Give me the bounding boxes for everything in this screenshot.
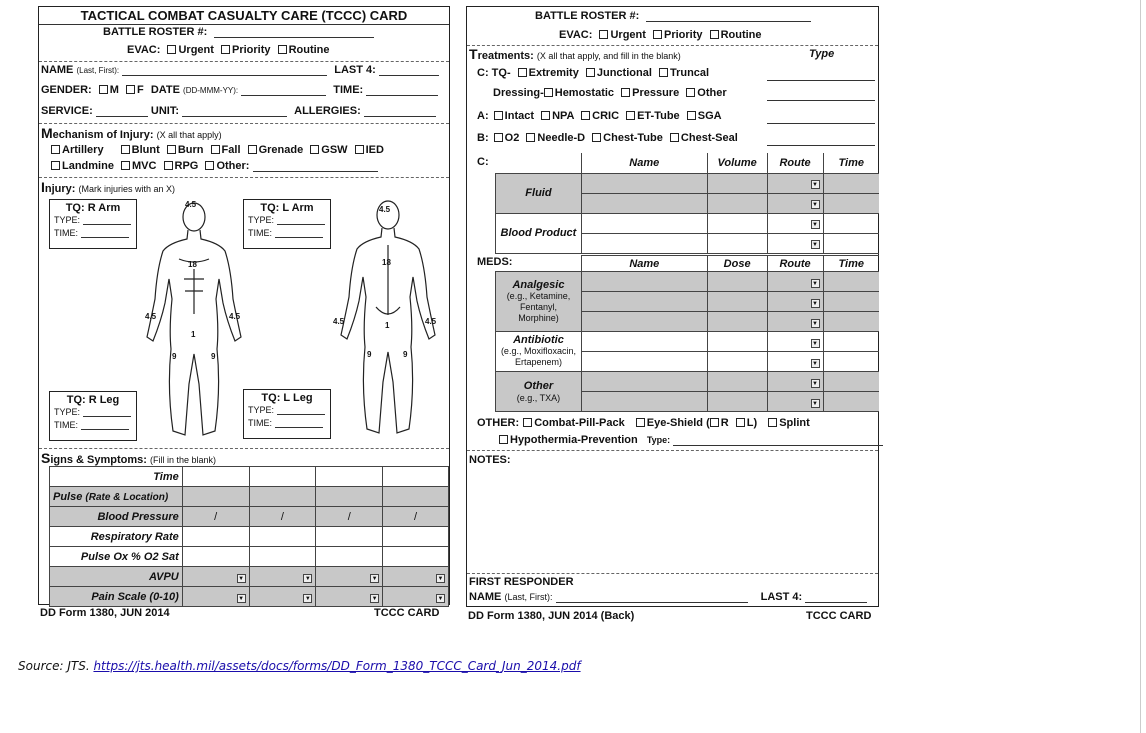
moi-grenade-checkbox[interactable] (248, 145, 257, 154)
fluid-route-select[interactable] (767, 173, 823, 193)
dressing-hemostatic-checkbox[interactable] (544, 88, 553, 97)
breathing-row: B: O2 Needle-D Chest-Tube Chest-Seal (477, 132, 738, 144)
breathing-needle-d-checkbox[interactable] (526, 133, 535, 142)
service-field[interactable] (96, 106, 148, 117)
med-time-cell[interactable] (823, 392, 879, 412)
tq-r-leg-time[interactable] (81, 419, 129, 430)
pulseox-cell[interactable] (249, 547, 316, 567)
tq-l-arm-box: TQ: L Arm TYPE: TIME: (243, 199, 331, 249)
time-cell[interactable] (249, 467, 316, 487)
tq-l-leg-time[interactable] (275, 417, 323, 428)
moi-fall-checkbox[interactable] (211, 145, 220, 154)
page-edge-divider (1140, 0, 1141, 733)
tq-truncal-checkbox[interactable] (659, 68, 668, 77)
chevron-down-icon[interactable]: ▼ (371, 595, 378, 602)
blood-volume-cell[interactable] (707, 233, 767, 253)
avpu-select[interactable] (316, 567, 383, 587)
back-larm-pct: 4.5 (425, 317, 437, 326)
fluid-volume-cell[interactable] (707, 193, 767, 213)
front-lleg-pct: 9 (211, 352, 216, 361)
dressing-type-field[interactable] (767, 90, 875, 101)
med-time-cell[interactable] (823, 312, 879, 332)
airway-row: A: Intact NPA CRIC ET-Tube SGA (477, 110, 722, 122)
chevron-down-icon[interactable]: ▼ (812, 360, 818, 367)
moi-row1: Artillery Blunt Burn Fall Grenade GSW IED (47, 144, 384, 156)
chevron-down-icon[interactable]: ▼ (304, 575, 311, 582)
evac-priority-checkbox[interactable] (221, 45, 230, 54)
body-back-diagram[interactable] (331, 195, 445, 445)
chevron-down-icon[interactable]: ▼ (437, 595, 444, 602)
table-row: Blood Product ▼ (496, 213, 880, 233)
airway-npa-checkbox[interactable] (541, 111, 550, 120)
tq-l-arm-time[interactable] (275, 227, 323, 238)
other-med-label: Other (e.g., TXA) (496, 372, 582, 412)
med-time-cell[interactable] (823, 292, 879, 312)
pulse-cell[interactable] (316, 487, 383, 507)
body-front-diagram[interactable] (139, 199, 249, 449)
front-larm-pct: 4.5 (229, 312, 241, 321)
tq-r-leg-box: TQ: R Leg TYPE: TIME: (49, 391, 137, 441)
splint-checkbox[interactable] (768, 418, 777, 427)
eye-shield-checkbox[interactable] (636, 418, 645, 427)
back-lleg-pct: 9 (403, 350, 408, 359)
date-field[interactable] (241, 85, 326, 96)
med-name-cell[interactable] (581, 312, 707, 332)
eye-shield-r-checkbox[interactable] (710, 418, 719, 427)
med-route-select[interactable] (767, 332, 823, 352)
pain-select[interactable] (249, 587, 316, 607)
front-rarm-pct: 4.5 (145, 312, 157, 321)
breathing-type-field[interactable] (767, 135, 875, 146)
pulse-cell[interactable] (383, 487, 449, 507)
battle-roster-row: BATTLE ROSTER #: (103, 26, 374, 38)
tq-type-field[interactable] (767, 70, 875, 81)
chevron-down-icon[interactable]: ▼ (812, 320, 818, 327)
back-evac-priority-checkbox[interactable] (653, 30, 662, 39)
pulse-cell[interactable] (182, 487, 249, 507)
dressing-other-checkbox[interactable] (686, 88, 695, 97)
back-battle-roster-row: BATTLE ROSTER #: (535, 10, 811, 22)
moi-heading: Mechanism of Injury: (X all that apply) (41, 125, 222, 141)
moi-artillery-checkbox[interactable] (51, 145, 60, 154)
last4-field[interactable] (379, 65, 439, 76)
moi-rpg-checkbox[interactable] (164, 161, 173, 170)
tq-extremity-checkbox[interactable] (518, 68, 527, 77)
dressing-row: Dressing- Hemostatic Pressure Other (493, 87, 727, 99)
med-name-cell[interactable] (581, 372, 707, 392)
moi-other-field[interactable] (253, 161, 378, 172)
meds-label: MEDS: (477, 256, 513, 268)
pain-select[interactable] (182, 587, 249, 607)
evac-row: EVAC: Urgent Priority Routine (127, 44, 330, 56)
breathing-o2-checkbox[interactable] (494, 133, 503, 142)
hypothermia-row: Hypothermia-Prevention Type: (495, 434, 883, 446)
avpu-select[interactable] (383, 567, 449, 587)
front-footer-form: DD Form 1380, JUN 2014 (40, 607, 170, 619)
bp-cell[interactable]: / (249, 507, 316, 527)
avpu-select[interactable] (182, 567, 249, 587)
time-cell[interactable] (316, 467, 383, 487)
avpu-select[interactable] (249, 567, 316, 587)
resp-cell[interactable] (316, 527, 383, 547)
battle-roster-field[interactable] (214, 27, 374, 38)
med-route-select[interactable] (767, 372, 823, 392)
chevron-down-icon[interactable]: ▼ (812, 202, 818, 208)
name-field[interactable] (122, 65, 327, 76)
blood-route-select[interactable] (767, 213, 823, 233)
time-field[interactable] (366, 85, 438, 96)
meds-table (495, 255, 879, 412)
moi-blunt-checkbox[interactable] (121, 145, 130, 154)
pulse-label: Pulse (Rate & Location) (50, 487, 183, 507)
back-evac-row: EVAC: Urgent Priority Routine (559, 29, 762, 41)
airway-intact-checkbox[interactable] (494, 111, 503, 120)
airway-type-field[interactable] (767, 113, 875, 124)
eye-shield-l-checkbox[interactable] (736, 418, 745, 427)
tq-l-arm-type[interactable] (277, 214, 325, 225)
signs-heading: Signs & Symptoms: (Fill in the blank) (41, 450, 217, 466)
antibiotic-label: Antibiotic (e.g., Moxifloxacin, Ertapenem) (496, 332, 582, 372)
blood-time-cell[interactable] (823, 233, 879, 253)
pulseox-cell[interactable] (316, 547, 383, 567)
blood-name-cell[interactable] (581, 233, 707, 253)
back-footer-form: DD Form 1380, JUN 2014 (Back) (468, 610, 635, 622)
fr-name-field[interactable] (556, 592, 748, 603)
table-row: Pulse Ox % O2 Sat (50, 547, 449, 567)
card-title: TACTICAL COMBAT CASUALTY CARE (TCCC) CARD (80, 8, 408, 23)
med-dose-cell[interactable] (707, 272, 767, 292)
circulation-label: C: (477, 156, 489, 168)
med-route-select[interactable] (767, 352, 823, 372)
med-dose-cell[interactable] (707, 392, 767, 412)
gender-f-checkbox[interactable] (126, 85, 135, 94)
tq-l-leg-type[interactable] (277, 404, 325, 415)
back-battle-roster-field[interactable] (646, 11, 811, 22)
source-link[interactable]: https://jts.health.mil/assets/docs/forms/DD_Form_1380_TCCC_Card_Jun_2014.pdf (93, 659, 581, 673)
chevron-down-icon[interactable]: ▼ (812, 280, 818, 287)
chevron-down-icon[interactable]: ▼ (812, 300, 818, 307)
chevron-down-icon[interactable]: ▼ (238, 595, 245, 602)
fluid-table (495, 153, 879, 254)
fluid-time-cell[interactable] (823, 173, 879, 193)
name-row: NAME (Last, First): LAST 4: (41, 64, 439, 76)
gender-m-checkbox[interactable] (99, 85, 108, 94)
service-row: SERVICE: UNIT: ALLERGIES: (41, 105, 436, 117)
med-time-cell[interactable] (823, 332, 879, 352)
front-head-pct: 4.5 (185, 200, 197, 209)
chevron-down-icon[interactable]: ▼ (437, 575, 444, 582)
fluid-volume-cell[interactable] (707, 173, 767, 193)
tq-r-arm-time[interactable] (81, 227, 129, 238)
hypothermia-type-field[interactable] (673, 435, 883, 446)
back-footer-card: TCCC CARD (806, 610, 872, 622)
chevron-down-icon[interactable]: ▼ (812, 242, 818, 248)
signs-table (49, 466, 449, 607)
resp-cell[interactable] (383, 527, 449, 547)
airway-cric-checkbox[interactable] (581, 111, 590, 120)
fr-last4-field[interactable] (805, 592, 867, 603)
unit-field[interactable] (182, 106, 287, 117)
moi-ied-checkbox[interactable] (355, 145, 364, 154)
med-dose-cell[interactable] (707, 372, 767, 392)
source-line (18, 659, 581, 673)
back-torso-pct: 18 (382, 258, 391, 267)
pulseox-cell[interactable] (383, 547, 449, 567)
table-row: Name Volume Route Time (496, 153, 880, 173)
med-dose-cell[interactable] (707, 352, 767, 372)
hypothermia-checkbox[interactable] (499, 435, 508, 444)
bp-cell[interactable]: / (383, 507, 449, 527)
notes-area[interactable] (469, 469, 874, 573)
table-row: Time (50, 467, 449, 487)
table-row: AVPU ▼ ▼ ▼ ▼ (50, 567, 449, 587)
tq-r-arm-type[interactable] (83, 214, 131, 225)
chevron-down-icon[interactable]: ▼ (812, 400, 818, 407)
med-dose-cell[interactable] (707, 312, 767, 332)
type-column-label: Type (809, 48, 835, 60)
back-buttock-pct: 1 (385, 321, 390, 330)
dressing-pressure-checkbox[interactable] (621, 88, 630, 97)
bp-cell[interactable]: / (316, 507, 383, 527)
moi-landmine-checkbox[interactable] (51, 161, 60, 170)
moi-gsw-checkbox[interactable] (310, 145, 319, 154)
allergies-field[interactable] (364, 106, 436, 117)
back-evac-routine-checkbox[interactable] (710, 30, 719, 39)
front-footer-card: TCCC CARD (374, 607, 440, 619)
breathing-chest-seal-checkbox[interactable] (670, 133, 679, 142)
chevron-down-icon[interactable]: ▼ (238, 575, 245, 582)
chevron-down-icon[interactable]: ▼ (812, 182, 818, 188)
back-evac-urgent-checkbox[interactable] (599, 30, 608, 39)
time-cell[interactable] (383, 467, 449, 487)
table-row (496, 372, 880, 392)
fluid-name-cell[interactable] (581, 193, 707, 213)
pain-select[interactable] (383, 587, 449, 607)
chevron-down-icon[interactable]: ▼ (304, 595, 311, 602)
tq-r-leg-type[interactable] (83, 406, 131, 417)
resp-cell[interactable] (249, 527, 316, 547)
fluid-time-cell[interactable] (823, 193, 879, 213)
bp-cell[interactable]: / (182, 507, 249, 527)
med-route-select[interactable] (767, 272, 823, 292)
med-time-cell[interactable] (823, 272, 879, 292)
med-name-cell[interactable] (581, 332, 707, 352)
pulse-cell[interactable] (249, 487, 316, 507)
c-tq-row: C: TQ- Extremity Junctional Truncal (477, 67, 710, 79)
med-name-cell[interactable] (581, 352, 707, 372)
analgesic-label: Analgesic (e.g., Ketamine, Fentanyl, Morphine) (496, 272, 582, 332)
med-time-cell[interactable] (823, 372, 879, 392)
table-row (496, 272, 880, 292)
moi-mvc-checkbox[interactable] (121, 161, 130, 170)
pain-select[interactable] (316, 587, 383, 607)
treatments-heading: Treatments: (X all that apply, and fill in the blank) (469, 46, 681, 62)
fluid-route-select[interactable] (767, 193, 823, 213)
chevron-down-icon[interactable]: ▼ (812, 380, 818, 387)
evac-urgent-checkbox[interactable] (167, 45, 176, 54)
med-dose-cell[interactable] (707, 332, 767, 352)
source-prefix: Source: JTS. (18, 659, 94, 673)
airway-et-tube-checkbox[interactable] (626, 111, 635, 120)
combat-pill-pack-checkbox[interactable] (523, 418, 532, 427)
tccc-card-back (466, 6, 879, 607)
med-name-cell[interactable] (581, 292, 707, 312)
resp-cell[interactable] (182, 527, 249, 547)
table-row (50, 487, 449, 507)
front-groin-pct: 1 (191, 330, 196, 339)
med-dose-cell[interactable] (707, 292, 767, 312)
evac-routine-checkbox[interactable] (278, 45, 287, 54)
med-time-cell[interactable] (823, 352, 879, 372)
med-name-cell[interactable] (581, 392, 707, 412)
back-rarm-pct: 4.5 (333, 317, 345, 326)
fluid-name-cell[interactable] (581, 173, 707, 193)
moi-row2: Landmine MVC RPG Other: (47, 160, 378, 172)
moi-other-checkbox[interactable] (205, 161, 214, 170)
table-row: Respiratory Rate (50, 527, 449, 547)
tq-l-leg-box: TQ: L Leg TYPE: TIME: (243, 389, 331, 439)
chevron-down-icon[interactable]: ▼ (812, 340, 818, 347)
table-row (496, 332, 880, 352)
time-cell[interactable] (182, 467, 249, 487)
table-row: Fluid ▼ (496, 173, 880, 193)
tccc-card-front (38, 6, 450, 605)
blood-volume-cell[interactable] (707, 213, 767, 233)
table-row: Blood Pressure / / / / (50, 507, 449, 527)
other-row: OTHER: Combat-Pill-Pack Eye-Shield ( R L) Splint (477, 417, 810, 429)
gender-row: GENDER: M F DATE (DD-MMM-YY): TIME: (41, 84, 438, 96)
injury-heading: Injury: (Mark injuries with an X) (41, 179, 176, 195)
chevron-down-icon[interactable]: ▼ (812, 222, 818, 228)
first-responder-label: FIRST RESPONDER (469, 576, 574, 588)
airway-sga-checkbox[interactable] (687, 111, 696, 120)
table-row: Name Dose Route Time (496, 256, 880, 272)
med-route-select[interactable] (767, 312, 823, 332)
blood-name-cell[interactable] (581, 213, 707, 233)
med-route-select[interactable] (767, 292, 823, 312)
moi-burn-checkbox[interactable] (167, 145, 176, 154)
tq-r-arm-box: TQ: R Arm TYPE: TIME: (49, 199, 137, 249)
notes-label: NOTES: (469, 454, 511, 466)
front-torso-pct: 18 (188, 260, 197, 269)
front-rleg-pct: 9 (172, 352, 177, 361)
fr-name-row: NAME (Last, First): LAST 4: (469, 591, 867, 603)
back-head-pct: 4.5 (379, 205, 391, 214)
table-row: Pain Scale (0-10) ▼ ▼ ▼ ▼ (50, 587, 449, 607)
chevron-down-icon[interactable]: ▼ (371, 575, 378, 582)
blood-route-select[interactable] (767, 233, 823, 253)
tq-junctional-checkbox[interactable] (586, 68, 595, 77)
back-rleg-pct: 9 (367, 350, 372, 359)
breathing-chest-tube-checkbox[interactable] (592, 133, 601, 142)
blood-time-cell[interactable] (823, 213, 879, 233)
pulseox-cell[interactable] (182, 547, 249, 567)
med-name-cell[interactable] (581, 272, 707, 292)
med-route-select[interactable] (767, 392, 823, 412)
